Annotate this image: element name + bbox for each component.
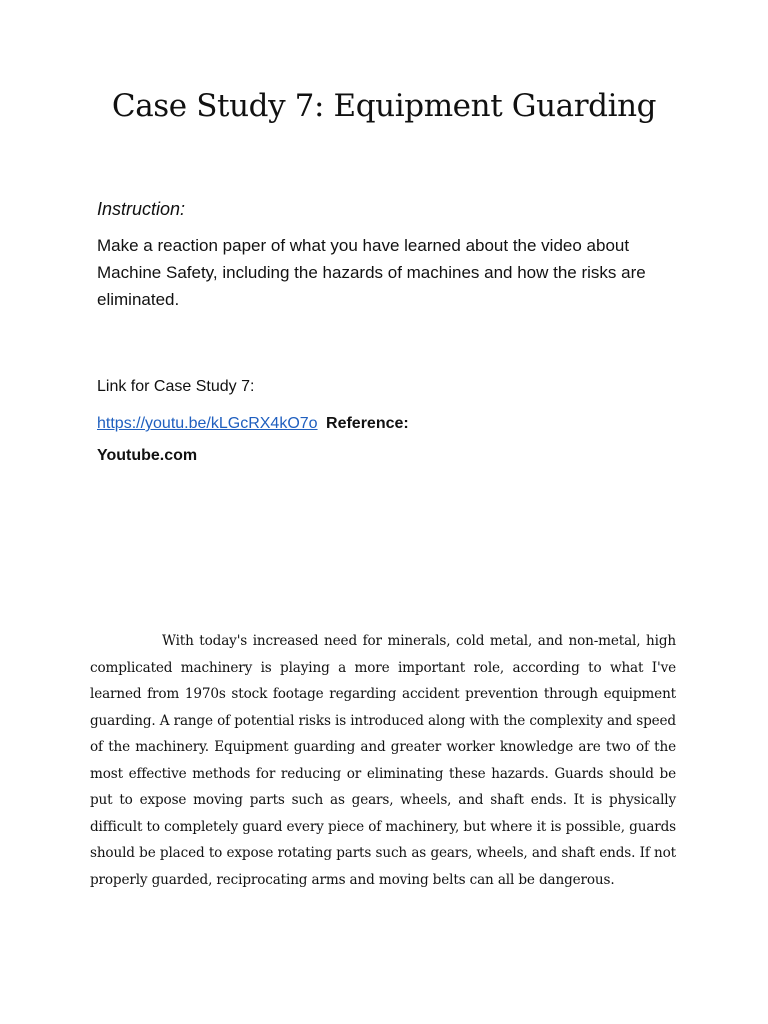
reference-source: Youtube.com — [97, 447, 198, 464]
link-line — [97, 415, 409, 433]
document-title: Case Study 7: Equipment Guarding — [111, 88, 657, 124]
video-link[interactable]: https://youtu.be/kLGcRX4kO7o — [97, 415, 318, 432]
link-section-label: Link for Case Study 7: — [97, 378, 255, 395]
instruction-label: Instruction: — [97, 199, 186, 219]
instruction-body: Make a reaction paper of what you have learned about the video about Machine Safety, including the hazards of machines and how the risks are eliminated. — [97, 236, 646, 309]
essay-paragraph: With today's increased need for minerals, cold metal, and non-metal, high complicated machinery is playing a more important role, according to what I've learned from 1970s stock footage regarding accident prevention through equipment guarding. A range of potential risks is introduced along with the complexity and speed of the machinery. Equipment guarding and greater worker knowledge are two of the most effective methods for reducing or eliminating these hazards. Guards should be put to expose moving parts such as gears, wheels, and shaft ends. It is physically difficult to completely guard every piece of machinery, but where it is possible, guards should be placed to expose rotating parts such as gears, wheels, and shaft ends. If not properly guarded, reciprocating arms and moving belts can all be dangerous. — [90, 633, 676, 888]
reference-label: Reference: — [326, 415, 409, 432]
